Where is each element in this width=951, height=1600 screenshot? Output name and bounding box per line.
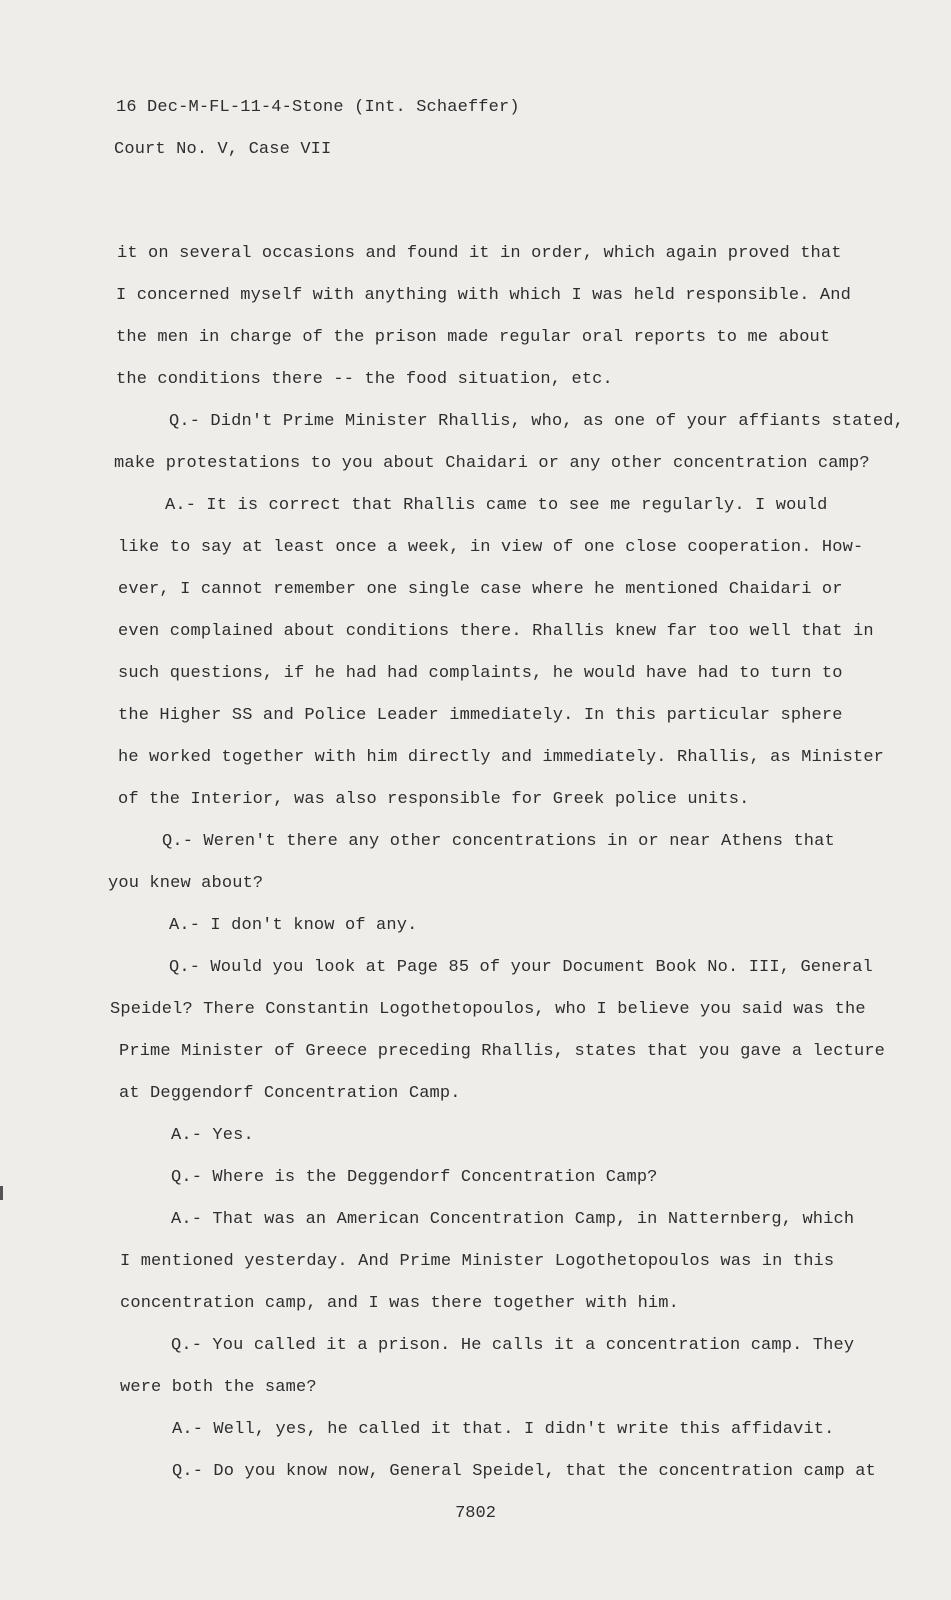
body-line: you knew about? (108, 874, 264, 893)
body-line: of the Interior, was also responsible for Greek police units. (118, 790, 750, 809)
scan-edge-mark (0, 1186, 3, 1200)
body-line: it on several occasions and found it in order, which again proved that (117, 244, 842, 263)
page-number: 7802 (455, 1504, 496, 1523)
question-line: Q.- Would you look at Page 85 of your Document Book No. III, General (169, 958, 873, 977)
body-line: I concerned myself with anything with which I was held responsible. And (116, 286, 851, 305)
body-line: the conditions there -- the food situation, etc. (116, 370, 613, 389)
body-line: concentration camp, and I was there together with him. (120, 1294, 679, 1313)
question-line: Q.- You called it a prison. He calls it a concentration camp. They (171, 1336, 855, 1355)
body-line: Prime Minister of Greece preceding Rhallis, states that you gave a lecture (119, 1042, 886, 1061)
question-line: Q.- Weren't there any other concentrations in or near Athens that (162, 832, 835, 851)
header-session-line: 16 Dec-M-FL-11-4-Stone (Int. Schaeffer) (116, 98, 520, 117)
body-line: at Deggendorf Concentration Camp. (119, 1084, 461, 1103)
answer-line: A.- It is correct that Rhallis came to see me regularly. I would (165, 496, 828, 515)
body-line: were both the same? (120, 1378, 317, 1397)
question-line: Q.- Do you know now, General Speidel, that the concentration camp at (172, 1462, 876, 1481)
answer-line: A.- I don't know of any. (169, 916, 418, 935)
body-line: he worked together with him directly and immediately. Rhallis, as Minister (118, 748, 885, 767)
body-line: I mentioned yesterday. And Prime Minister Logothetopoulos was in this (120, 1252, 835, 1271)
body-line: Speidel? There Constantin Logothetopoulos, who I believe you said was the (110, 1000, 866, 1019)
body-line: like to say at least once a week, in view of one close cooperation. How- (118, 538, 864, 557)
body-line: the men in charge of the prison made regular oral reports to me about (116, 328, 831, 347)
question-line: Q.- Didn't Prime Minister Rhallis, who, as one of your affiants stated, (169, 412, 904, 431)
body-line: the Higher SS and Police Leader immediately. In this particular sphere (118, 706, 843, 725)
header-court-line: Court No. V, Case VII (114, 140, 332, 159)
answer-line: A.- Well, yes, he called it that. I didn't write this affidavit. (172, 1420, 835, 1439)
body-line: ever, I cannot remember one single case where he mentioned Chaidari or (118, 580, 843, 599)
body-line: even complained about conditions there. Rhallis knew far too well that in (118, 622, 874, 641)
question-line: Q.- Where is the Deggendorf Concentration Camp? (171, 1168, 658, 1187)
answer-line: A.- Yes. (171, 1126, 254, 1145)
answer-line: A.- That was an American Concentration Camp, in Natternberg, which (171, 1210, 855, 1229)
body-line: make protestations to you about Chaidari or any other concentration camp? (114, 454, 870, 473)
body-line: such questions, if he had had complaints, he would have had to turn to (118, 664, 843, 683)
